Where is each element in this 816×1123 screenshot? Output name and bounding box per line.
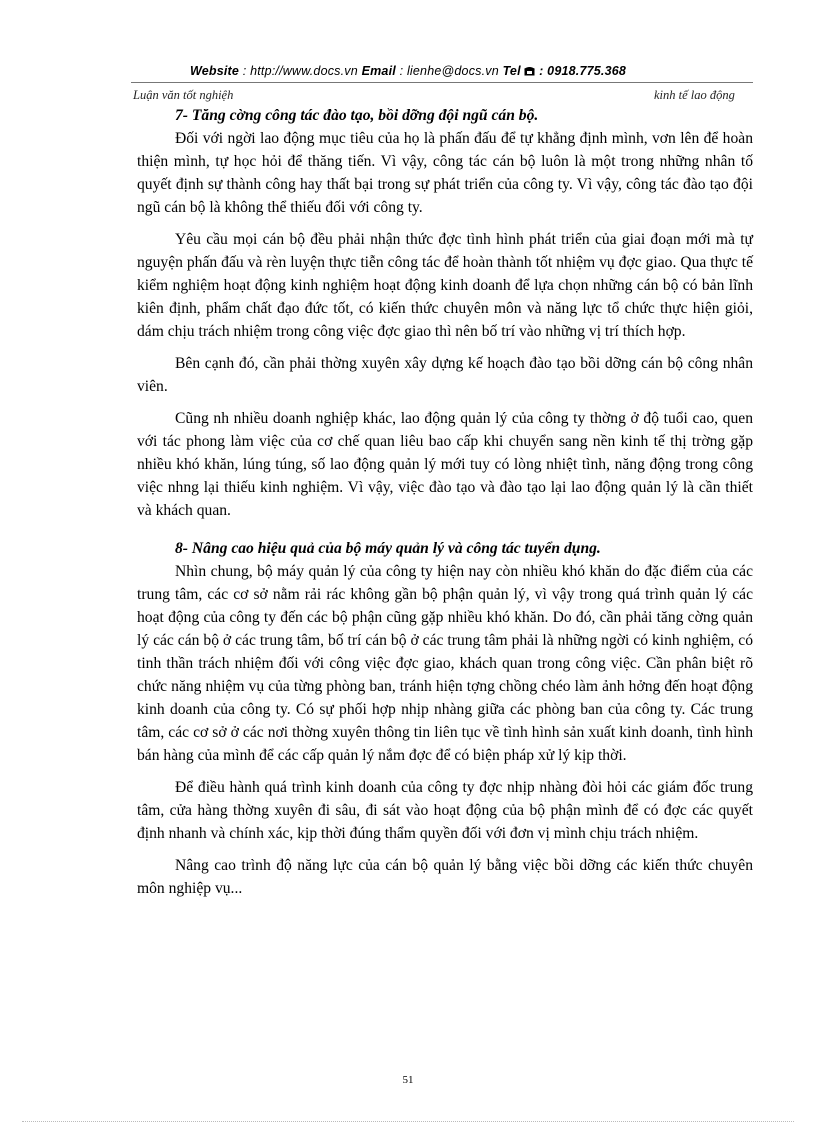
website-label: Website <box>189 64 240 78</box>
tel-value: : 0918.775.368 <box>535 64 627 78</box>
paragraph: Đối với ngời lao động mục tiêu của họ là phấn đấu để tự khẳng định mình, vơn lên để hoàn thiện mình, tự học hỏi để thăng tiến. Vì vậy, công tác cán bộ luôn là một trong những nhân tố quyết định sự thành công hay thất bại trong sự phát triển của công ty. Vì vậy, công tác đào tạo đội ngũ cán bộ là không thể thiếu đối với công ty. <box>137 130 753 216</box>
phone-icon <box>524 66 535 76</box>
site-contact-bar <box>0 64 816 78</box>
document-body <box>137 104 753 909</box>
paragraph: Bên cạnh đó, cần phải thờng xuyên xây dựng kế hoạch đào tạo bồi dỡng cán bộ công nhân viên. <box>137 355 753 395</box>
header-right-text: kinh tế lao động <box>654 88 735 102</box>
paragraph: Nâng cao trình độ năng lực của cán bộ quản lý bằng việc bồi dỡng các kiến thức chuyên môn nghiệp vụ... <box>137 857 753 897</box>
footer-rule <box>22 1121 794 1122</box>
paragraph: Nhìn chung, bộ máy quản lý của công ty hiện nay còn nhiều khó khăn do đặc điểm của các trung tâm, các cơ sở nằm rải rác không gần bộ phận quản lý, vì vậy trong quá trình quản lý các hoạt động của công ty đến các bộ phận cũng gặp nhiều khó khăn. Do đó, cần phải tăng cờng quản lý các cán bộ ở các trung tâm, bố trí cán bộ ở các trung tâm phải là những ngời có kinh nghiệm, có tinh thần trách nhiệm đối với công việc đợc giao, khách quan trong công việc. Cần phân biệt rõ chức năng nhiệm vụ của từng phòng ban, tránh hiện tợng chồng chéo làm ảnh hởng đến hoạt động kinh doanh của công ty. Có sự phối hợp nhịp nhàng giữa các phòng ban của công ty. Các trung tâm, các cơ sở ở các nơi thờng xuyên thông tin liên tục về tình hình sản xuất kinh doanh, tình hình bán hàng của mình để các cấp quản lý nắm đợc để có biện pháp xử lý kịp thời. <box>137 563 753 764</box>
email-value[interactable]: : lienhe@docs.vn <box>395 64 503 78</box>
paragraph: Để điều hành quá trình kinh doanh của công ty đợc nhịp nhàng đòi hỏi các giám đốc trung tâm, cửa hàng thờng xuyên đi sâu, đi sát vào hoạt động của bộ phận mình để có đợc các quyết định nhanh và chính xác, kịp thời đúng thẩm quyền đối với đơn vị mình chịu trách nhiệm. <box>137 779 753 842</box>
header-rule <box>131 82 753 83</box>
email-label: Email <box>361 64 396 78</box>
section-8-heading: 8- Nâng cao hiệu quả của bộ máy quản lý và công tác tuyển dụng. <box>175 540 601 557</box>
website-value[interactable]: : http://www.docs.vn <box>239 64 362 78</box>
section-7-heading: 7- Tăng cờng công tác đào tạo, bồi dỡng đội ngũ cán bộ. <box>175 107 539 124</box>
header-left-text: Luận văn tốt nghiệh <box>133 88 234 102</box>
tel-label: Tel <box>502 64 521 78</box>
paragraph: Yêu cầu mọi cán bộ đều phải nhận thức đợc tình hình phát triển của giai đoạn mới mà tự nguyện phấn đấu và rèn luyện thực tiễn công tác để hoàn thành tốt nhiệm vụ đợc giao. Qua thực tế kiểm nghiệm hoạt động kinh nghiệm hoạt động kinh doanh để lựa chọn những cán bộ có bản lĩnh kiên định, phẩm chất đạo đức tốt, có kiến thức chuyên môn và năng lực tổ chức thực hiện giỏi, dám chịu trách nhiệm trong công việc đợc giao thì nên bố trí vào những vị trí thích hợp. <box>137 231 753 340</box>
paragraph: Cũng nh nhiều doanh nghiệp khác, lao động quản lý của công ty thờng ở độ tuổi cao, quen với tác phong làm việc của cơ chế quan liêu bao cấp khi chuyển sang nền kinh tế thị trờng gặp nhiều khó khăn, lúng túng, số lao động quản lý mới tuy có lòng nhiệt tình, năng động trong công việc nhng lại thiếu kinh nghiệm. Vì vậy, việc đào tạo và đào tạo lại lao động quản lý là cần thiết và khách quan. <box>137 410 753 519</box>
page-number: 51 <box>402 1074 414 1086</box>
